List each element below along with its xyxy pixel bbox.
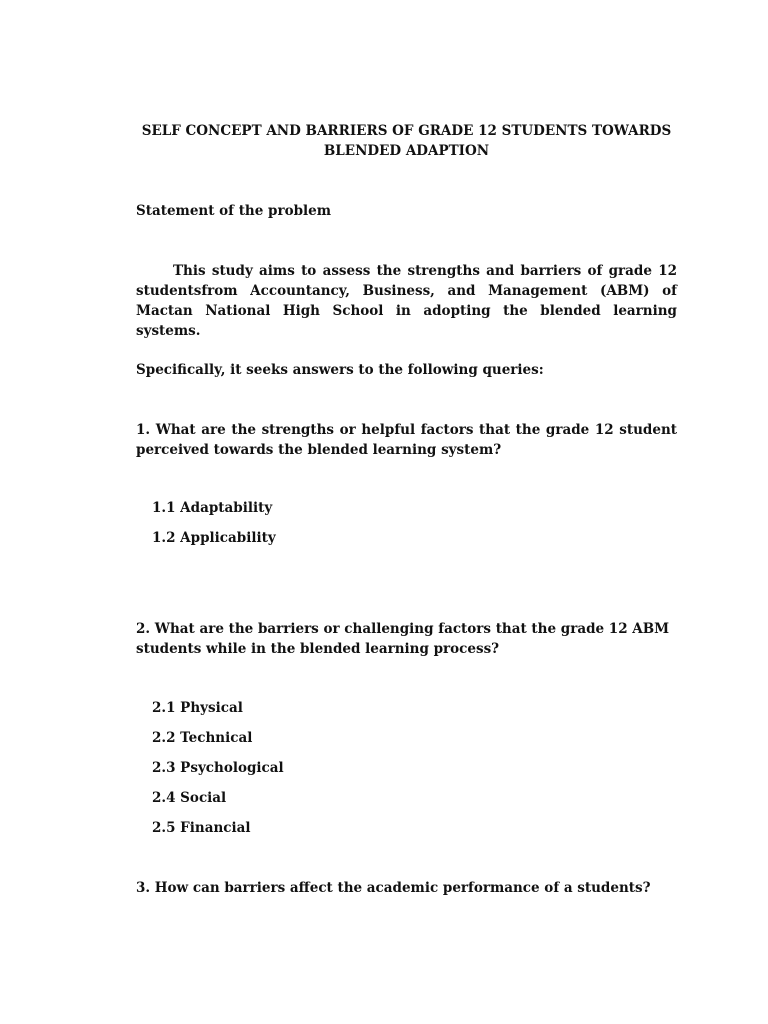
q1-item-adaptability: 1.1 Adaptability xyxy=(152,500,273,516)
q2-item-financial: 2.5 Financial xyxy=(152,820,251,836)
q2-item-physical: 2.1 Physical xyxy=(152,700,243,716)
question-2: 2. What are the barriers or challenging factors that the grade 12 ABM students while in the blended learning process? xyxy=(136,621,670,657)
q2-item-psychological: 2.3 Psychological xyxy=(152,760,284,776)
document-title: SELF CONCEPT AND BARRIERS OF GRADE 12 STUDENTS TOWARDS BLENDED ADAPTION xyxy=(141,123,672,159)
question-3: 3. How can barriers affect the academic performance of a students? xyxy=(136,880,651,896)
lead-in-text: Specifically, it seeks answers to the following queries: xyxy=(136,362,544,378)
q1-item-applicability: 1.2 Applicability xyxy=(152,530,276,546)
q2-item-social: 2.4 Social xyxy=(152,790,227,806)
intro-paragraph: This study aims to assess the strengths and barriers of grade 12 studentsfrom Accountancy, Business, and Management (ABM) of Mactan National High School in adopting the blended learning systems. xyxy=(136,263,677,339)
question-1: 1. What are the strengths or helpful factors that the grade 12 student perceived towards the blended learning system? xyxy=(136,422,677,458)
section-heading: Statement of the problem xyxy=(136,203,332,219)
q2-item-technical: 2.2 Technical xyxy=(152,730,253,746)
